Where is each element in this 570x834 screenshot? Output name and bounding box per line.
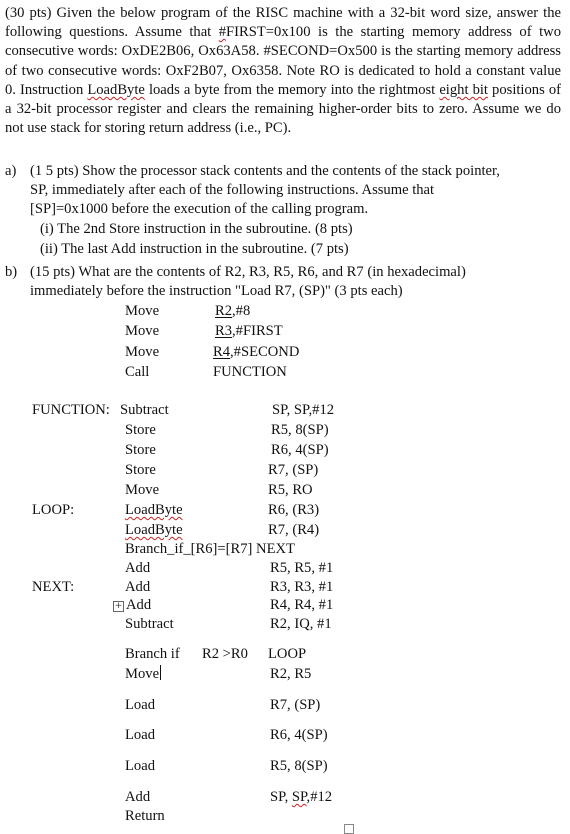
first-symbol: # bbox=[218, 24, 227, 41]
loadbyte-args-2: R7, (R4) bbox=[268, 522, 320, 538]
tail-op-1 bbox=[125, 665, 161, 684]
main-op-4: Call bbox=[125, 364, 150, 380]
last-add-args bbox=[270, 788, 332, 807]
part-a-line-3 bbox=[30, 200, 368, 219]
part-b-label: b) bbox=[5, 264, 18, 280]
main-op-2: Move bbox=[125, 323, 160, 339]
next-args-2: R4, R4, #1 bbox=[270, 597, 334, 613]
tail-op-2: Load bbox=[125, 697, 155, 713]
loadbyte-op-1: LoadByte bbox=[125, 502, 183, 518]
next-args-1: R3, R3, #1 bbox=[270, 579, 334, 595]
part-b-line-2: immediately before the instruction "Load R7, (SP)" (3 pts each) bbox=[30, 283, 403, 299]
next-label: NEXT: bbox=[32, 579, 75, 595]
return-op: Return bbox=[125, 808, 165, 824]
add-r5-op: Add bbox=[125, 560, 151, 576]
loop-label: LOOP: bbox=[32, 502, 75, 518]
last-add-op: Add bbox=[125, 789, 151, 805]
branch2-op: Branch if bbox=[125, 646, 180, 662]
main-arg-reg-1: R2 bbox=[215, 303, 233, 319]
store-op-2: Store bbox=[125, 442, 156, 458]
store-op-1: Store bbox=[125, 422, 156, 438]
part-b-line-1: (15 pts) What are the contents of R2, R3, R5, R6, and R7 (in hexadecimal) bbox=[30, 264, 466, 280]
store-op-3: Store bbox=[125, 462, 156, 478]
last-add-arg-c: ,#12 bbox=[306, 789, 333, 805]
branch2-cond: R2 >R0 bbox=[202, 646, 248, 662]
next-op-2-wrap bbox=[113, 596, 151, 615]
last-add-arg-a: SP, bbox=[270, 789, 292, 805]
main-arg-val-3: ,#SECOND bbox=[230, 344, 300, 360]
main-arg-val-2: ,#FIRST bbox=[232, 323, 283, 339]
function-first-args: SP, SP,#12 bbox=[272, 402, 335, 418]
part-a-sub-1: (i) The 2nd Store instruction in the subroutine. (8 pts) bbox=[40, 221, 353, 237]
main-args-2 bbox=[215, 322, 283, 341]
branch-if-equal: Branch_if_[R6]=[R7] NEXT bbox=[125, 541, 295, 557]
intro-text-3: loads a byte from the memory into the rightmost bbox=[144, 81, 440, 98]
next-op-1: Add bbox=[125, 579, 151, 595]
tail-args-4: R5, 8(SP) bbox=[270, 758, 328, 774]
part-a-sub-2: (ii) The last Add instruction in the subroutine. (7 pts) bbox=[40, 241, 349, 257]
loadbyte-term: LoadByte bbox=[87, 81, 145, 98]
intro-text-2: FIRST=0x100 is the starting memory address of two consecutive words: OxDE2B06, Ox63A58. #SECOND=Ox500 is the starting memory address of two consecutive words: OxF2B07, Ox6358. Note RO is dedicated to hold a constant value 0. Instruction bbox=[5, 24, 561, 98]
move-handle-icon[interactable]: + bbox=[114, 601, 123, 611]
sp-initial-suffix: 1000 before the execution of the calling program. bbox=[78, 201, 369, 217]
main-arg-reg-3: R4 bbox=[213, 344, 231, 360]
last-add-arg-b: SP bbox=[291, 789, 307, 805]
main-op-1: Move bbox=[125, 303, 160, 319]
next-args-3: R2, IQ, #1 bbox=[270, 616, 332, 632]
store-args-2: R6, 4(SP) bbox=[271, 442, 329, 458]
function-label: FUNCTION: bbox=[32, 402, 110, 418]
store-args-1: R5, 8(SP) bbox=[271, 422, 329, 438]
part-a-line-1: (1 5 pts) Show the processor stack contents and the contents of the stack pointer, bbox=[30, 163, 500, 179]
loadbyte-op-2: LoadByte bbox=[125, 522, 183, 538]
move-args: R5, RO bbox=[268, 482, 313, 498]
function-first-op: Subtract bbox=[120, 402, 169, 418]
sp-initial-prefix: [SP]=0x bbox=[30, 201, 79, 217]
tail-args-2: R7, (SP) bbox=[270, 697, 321, 713]
next-op-3: Subtract bbox=[125, 616, 174, 632]
main-op-3: Move bbox=[125, 344, 160, 360]
intro-text-4: positions of a 32-bit processor register and clears the remaining higher-order bits to zero. Assume we do not use stack for storing return address (i.e., PC). bbox=[5, 81, 561, 137]
tail-op-3: Load bbox=[125, 727, 155, 743]
text-cursor bbox=[160, 665, 161, 680]
loadbyte-args-1: R6, (R3) bbox=[268, 502, 320, 518]
tail-op-4: Load bbox=[125, 758, 155, 774]
store-args-3: R7, (SP) bbox=[268, 462, 319, 478]
tail-args-1: R2, R5 bbox=[270, 666, 312, 682]
main-args-1 bbox=[215, 302, 250, 321]
main-args-3 bbox=[213, 343, 299, 362]
add-r5-args: R5, R5, #1 bbox=[270, 560, 334, 576]
branch2-target: LOOP bbox=[268, 646, 307, 662]
move-op: Move bbox=[125, 482, 160, 498]
next-op-2: Add bbox=[126, 597, 152, 613]
tail-args-3: R6, 4(SP) bbox=[270, 727, 328, 743]
eight-bit-term: eight bit bbox=[439, 81, 488, 98]
part-a-label: a) bbox=[5, 163, 17, 179]
tail-op-1-text: Move bbox=[125, 666, 160, 682]
main-arg-val-1: ,#8 bbox=[232, 303, 251, 319]
part-a-line-2: SP, immediately after each of the following instructions. Assume that bbox=[30, 182, 435, 198]
intro-text-1: (30 pts) Given the below program of the RISC machine with a 32-bit word size, answer the following questions. Assume that bbox=[5, 5, 561, 41]
problem-statement bbox=[5, 4, 561, 138]
main-arg-reg-2: R3 bbox=[215, 323, 233, 339]
main-args-4: FUNCTION bbox=[213, 364, 287, 380]
